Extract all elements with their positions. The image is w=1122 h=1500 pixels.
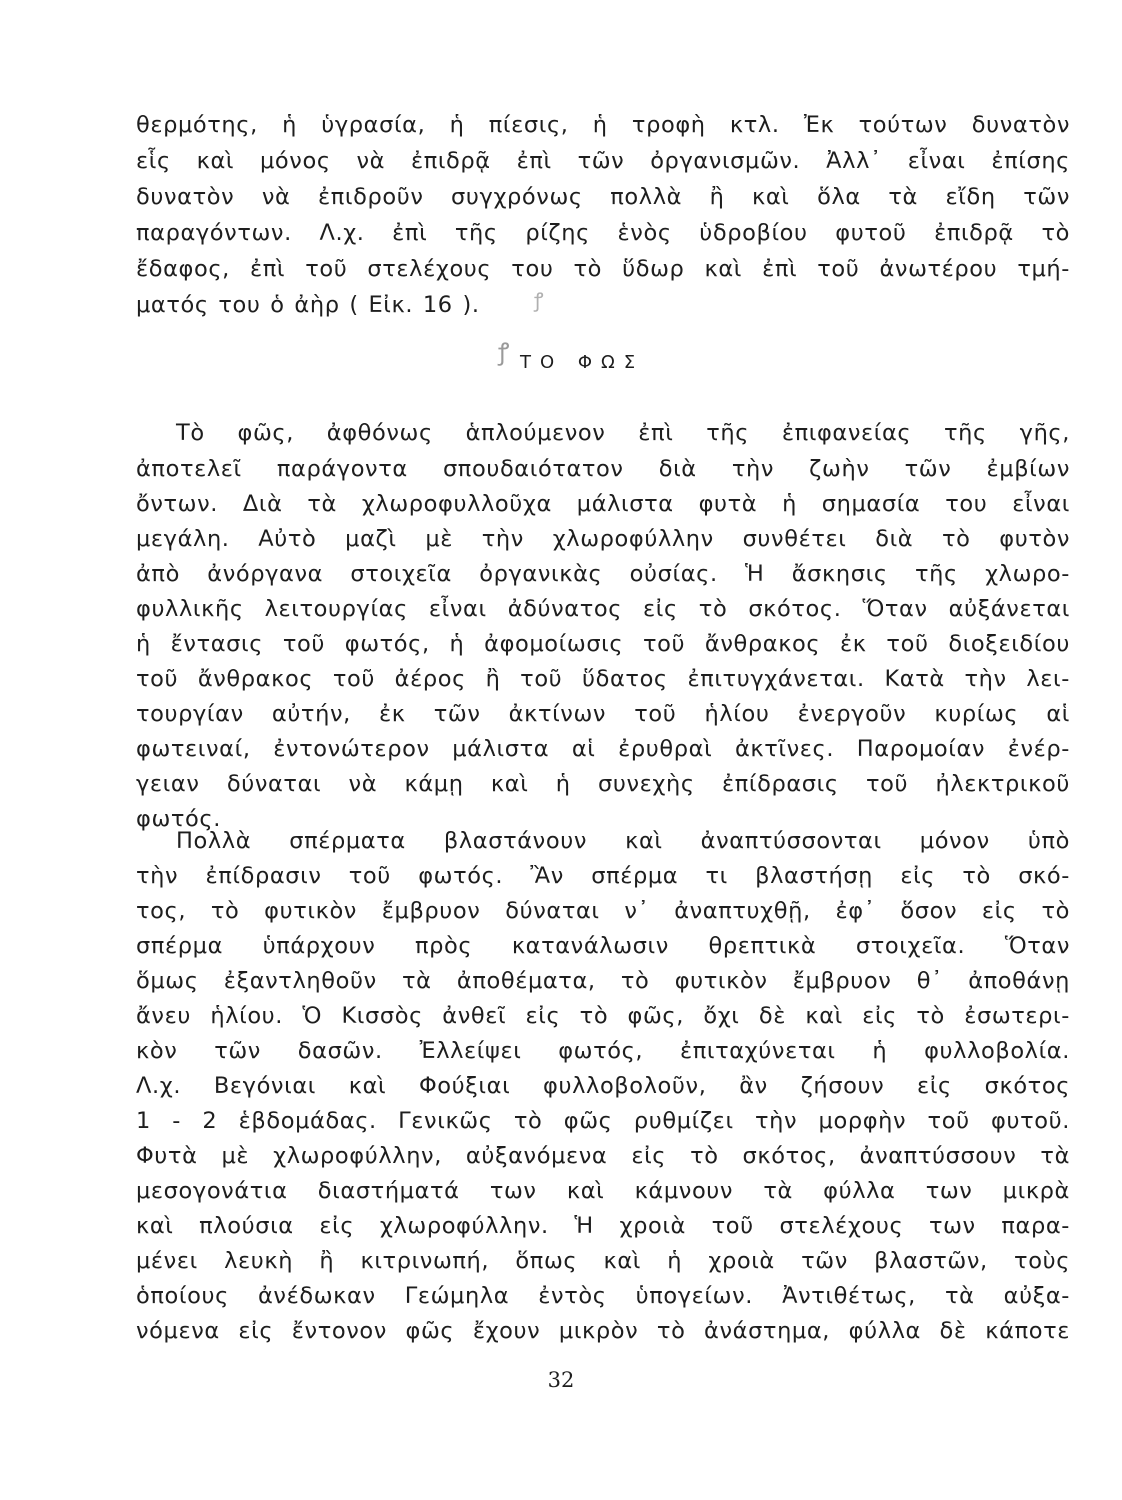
text-line: τὴν ἐπίδρασιν τοῦ φωτός. Ἂν σπέρμα τι βλαστήσῃ εἰς τὸ σκό- [136, 863, 1070, 889]
ink-mark: ꝭ [498, 338, 510, 366]
text-line: μένει λευκὴ ἢ κιτρινωπή, ὅπως καὶ ἡ χροιὰ τῶν βλαστῶν, τοὺς [136, 1248, 1070, 1274]
text-line: θερμότης, ἡ ὑγρασία, ἡ πίεσις, ἡ τροφὴ κτλ. Ἐκ τούτων δυνατὸν [136, 112, 1070, 138]
text-line: ἔδαφος, ἐπὶ τοῦ στελέχους του τὸ ὕδωρ καὶ ἐπὶ τοῦ ἀνωτέρου τμή- [136, 256, 1070, 282]
text-line: ὅμως ἐξαντληθοῦν τὰ ἀποθέματα, τὸ φυτικὸν ἔμβρυον θ᾽ ἀποθάνῃ [136, 968, 1070, 994]
text-line: τουργίαν αὐτήν, ἐκ τῶν ἀκτίνων τοῦ ἡλίου ἐνεργοῦν κυρίως αἱ [136, 701, 1070, 727]
text-line: τος, τὸ φυτικὸν ἔμβρυον δύναται ν᾽ ἀναπτυχθῇ, ἐφ᾽ ὅσον εἰς τὸ [136, 898, 1070, 924]
text-line: δυνατὸν νὰ ἐπιδροῦν συγχρόνως πολλὰ ἢ καὶ ὅλα τὰ εἴδη τῶν [136, 184, 1070, 210]
text-line: φυλλικῆς λειτουργίας εἶναι ἀδύνατος εἰς τὸ σκότος. Ὅταν αὐξάνεται [136, 596, 1070, 622]
ink-mark: ꝭ [534, 288, 544, 312]
text-line: ὁποίους ἀνέδωκαν Γεώμηλα ἐντὸς ὑπογείων. Ἀντιθέτως, τὰ αὐξα- [136, 1283, 1070, 1309]
text-line: ἀπὸ ἀνόργανα στοιχεῖα ὀργανικὰς οὐσίας. Ἡ ἄσκησις τῆς χλωρο- [136, 561, 1070, 587]
text-line: καὶ πλούσια εἰς χλωροφύλλην. Ἡ χροιὰ τοῦ στελέχους των παρα- [136, 1213, 1070, 1239]
text-line: γειαν δύναται νὰ κάμῃ καὶ ἡ συνεχὴς ἐπίδρασις τοῦ ἠλεκτρικοῦ [136, 771, 1070, 797]
text-line: Τὸ φῶς, ἀφθόνως ἁπλούμενον ἐπὶ τῆς ἐπιφανείας τῆς γῆς, [176, 420, 1070, 446]
text-line: ἀποτελεῖ παράγοντα σπουδαιότατον διὰ τὴν ζωὴν τῶν ἐμβίων [136, 456, 1070, 482]
text-line: Λ.χ. Βεγόνιαι καὶ Φούξιαι φυλλοβολοῦν, ἂν ζήσουν εἰς σκότος [136, 1073, 1070, 1099]
text-line: φωτειναί, ἐντονώτερον μάλιστα αἱ ἐρυθραὶ ἀκτῖνες. Παρομοίαν ἐνέρ- [136, 736, 1070, 762]
text-line: τοῦ ἄνθρακος τοῦ ἀέρος ἢ τοῦ ὕδατος ἐπιτυγχάνεται. Κατὰ τὴν λει- [136, 666, 1070, 692]
text-line: παραγόντων. Λ.χ. ἐπὶ τῆς ρίζης ἑνὸς ὑδροβίου φυτοῦ ἐπιδρᾷ τὸ [136, 220, 1070, 246]
text-line: εἷς καὶ μόνος νὰ ἐπιδρᾷ ἐπὶ τῶν ὀργανισμῶν. Ἀλλ᾽ εἶναι ἐπίσης [136, 148, 1070, 174]
text-line: ἄνευ ἡλίου. Ὁ Κισσὸς ἀνθεῖ εἰς τὸ φῶς, ὄχι δὲ καὶ εἰς τὸ ἐσωτερι- [136, 1003, 1070, 1029]
text-line: φωτός. [136, 806, 221, 832]
text-line: ὄντων. Διὰ τὰ χλωροφυλλοῦχα μάλιστα φυτὰ ἡ σημασία του εἶναι [136, 491, 1070, 517]
text-line: μεσογονάτια διαστήματά των καὶ κάμνουν τὰ φύλλα των μικρὰ [136, 1178, 1070, 1204]
section-heading: ΤΟ ΦΩΣ [520, 352, 645, 373]
text-line: 1 - 2 ἑβδομάδας. Γενικῶς τὸ φῶς ρυθμίζει τὴν μορφὴν τοῦ φυτοῦ. [136, 1108, 1070, 1134]
text-line: ἡ ἔντασις τοῦ φωτός, ἡ ἀφομοίωσις τοῦ ἄνθρακος ἐκ τοῦ διοξειδίου [136, 631, 1070, 657]
text-line: Πολλὰ σπέρματα βλαστάνουν καὶ ἀναπτύσσονται μόνον ὑπὸ [176, 828, 1070, 854]
text-line: κὸν τῶν δασῶν. Ἐλλείψει φωτός, ἐπιταχύνεται ἡ φυλλοβολία. [136, 1038, 1070, 1064]
text-line: ματός του ὁ ἀὴρ ( Εἰκ. 16 ). [136, 292, 480, 318]
page-number: 32 [547, 1368, 575, 1392]
text-line: Φυτὰ μὲ χλωροφύλλην, αὐξανόμενα εἰς τὸ σκότος, ἀναπτύσσουν τὰ [136, 1143, 1070, 1169]
text-line: μεγάλη. Αὐτὸ μαζὶ μὲ τὴν χλωροφύλλην συνθέτει διὰ τὸ φυτὸν [136, 526, 1070, 552]
text-line: σπέρμα ὑπάρχουν πρὸς κατανάλωσιν θρεπτικὰ στοιχεῖα. Ὅταν [136, 933, 1070, 959]
text-line: νόμενα εἰς ἔντονον φῶς ἔχουν μικρὸν τὸ ἀνάστημα, φύλλα δὲ κάποτε [136, 1318, 1070, 1344]
